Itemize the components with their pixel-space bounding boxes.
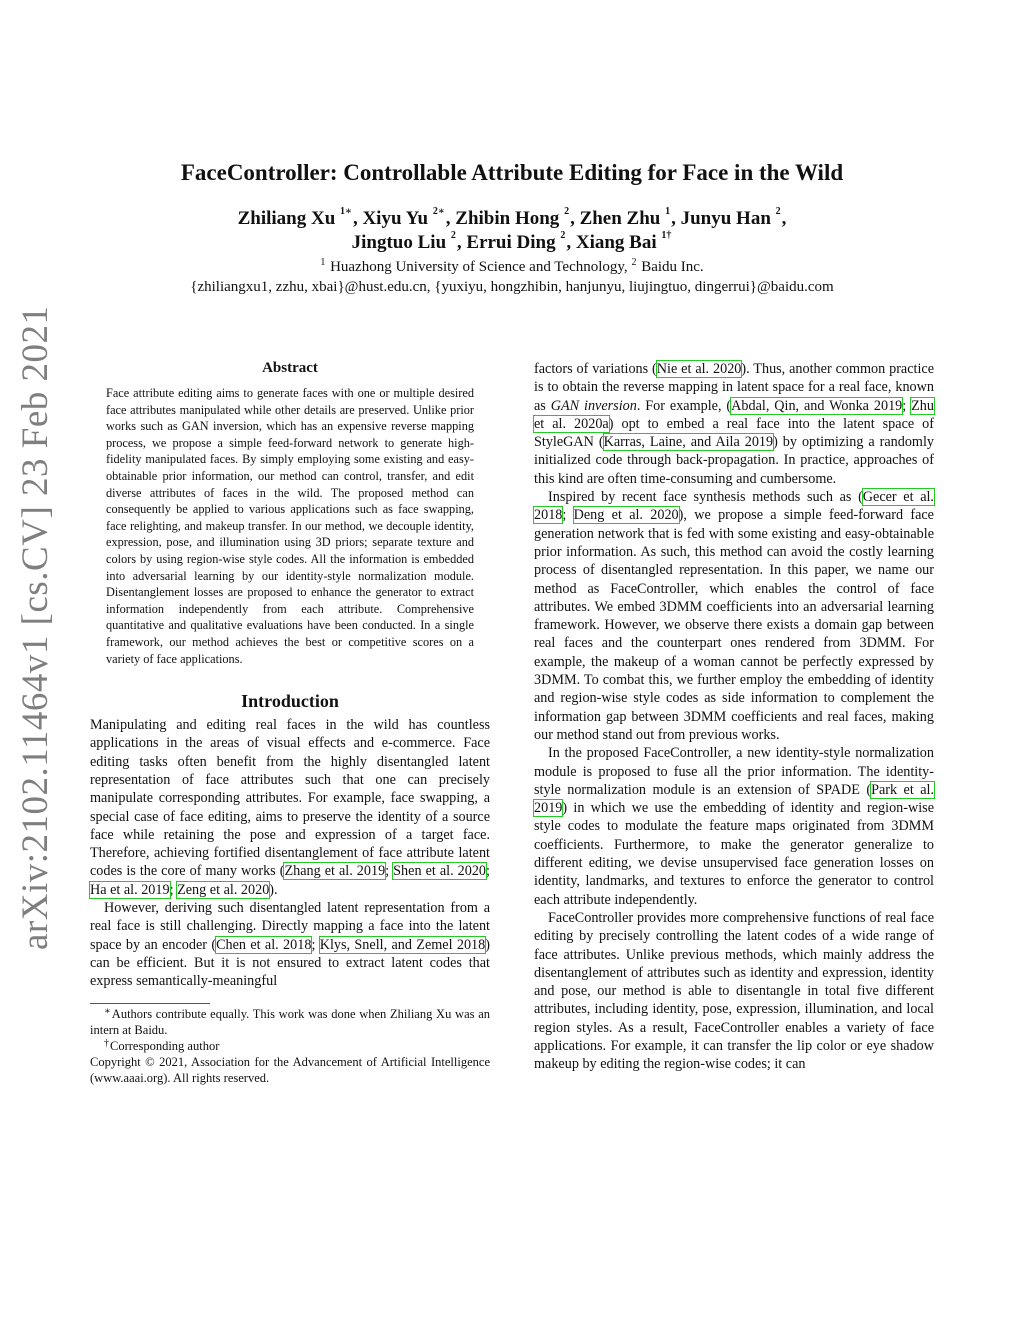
citation-link[interactable]: Chen et al. 2018 — [216, 936, 312, 953]
author: Errui Ding — [466, 232, 556, 253]
authors-line-1: Zhiliang Xu $^{1∗}$, Xiyu Yu $^{2∗}$, Zhibin Hong $^2$, Zhen Zhu $^1$, Junyu Han $^2$, — [237, 206, 787, 229]
copyright-notice: Copyright © 2021, Association for the Advancement of Artificial Intelligence (www.aaai.org). All rights reserved. — [90, 1054, 490, 1085]
citation-link[interactable]: Nie et al. 2020 — [656, 361, 742, 377]
text-run: ) opt to embed a real face into the latent space of StyleGAN ( — [534, 415, 935, 451]
intro-paragraph-1: Manipulating and editing real faces in the wild has countless applications in the areas of visual effects and e-commerce. Face editing tasks often benefit from the highly disentangled latent representation of face attributes such that one can precisely manipulate corresponding attributes. For example, face swapping, a special case of face editing, aims to preserve the identity of a source face while retaining the pose and expression of a target face. Therefore, achieving fortified disentanglement of face attribute latent codes is the core of many works (Zhang et al. 2019; Shen et al. 2020; Ha et al. 2019; Zeng et al. 2020). — [90, 717, 490, 898]
footnote-1 — [90, 1006, 490, 1038]
citation-link[interactable]: Gecer et al. 2018 — [534, 489, 934, 524]
citation-link[interactable]: Abdal, Qin, and Wonka 2019 — [731, 397, 903, 414]
paper-title: FaceController: Controllable Attribute Editing for Face in the Wild — [180, 160, 844, 185]
text-run: . For example, ( — [636, 397, 732, 414]
author: Junyu Han — [680, 208, 771, 229]
author-mark: 1∗ — [340, 206, 352, 217]
author-mark: 2 — [564, 206, 570, 217]
author-mark: 2 — [560, 230, 566, 241]
citation-link[interactable]: Park et al. 2019 — [534, 781, 934, 817]
left-column — [90, 360, 490, 1086]
citation-link[interactable]: Deng et al. 2020 — [573, 507, 679, 524]
authors-line-2: Jingtuo Liu $^2$, Errui Ding $^2$, Xiang Bai $^{1\dagger}$ — [351, 230, 672, 253]
footnote-mark: † — [104, 1037, 109, 1049]
arxiv-stamp: arXiv:2102.11464v1 [cs.CV] 23 Feb 2021 — [15, 305, 56, 950]
text-run: ) can be efficient. But it is not ensured to extract latent codes that express semantically-meaningful — [90, 936, 490, 990]
footnote-text: Authors contribute equally. This work was done when Zhiliang Xu was an intern at Baidu. — [90, 1006, 490, 1037]
affil-2: Baidu Inc. — [641, 259, 704, 275]
citation-link[interactable]: Ha et al. 2019 — [90, 881, 170, 898]
right-paragraph-2: Inspired by recent face synthesis methods such as (Gecer et al. 2018; Deng et al. 2020), we propose a simple feed-forward face generation network that is fed with some existing and easy-obtainable prior information. As such, this method can avoid the costly learning process of disentangled representation. In this paper, we name our method as FaceController, which enables the control of face attributes. We embed 3DMM coefficients into an adversarial learning framework. However, we observe there exists a domain gap between real faces and the counterpart ones rendered from 3DMM. For example, the makeup of a woman cannot be perfectly expressed by 3DMM. To combat this, we further employ the embedding of identity and region-wise style codes as side information to complement the information gap between 3DMM coefficients and real faces, making our method stand out from previous works. — [534, 489, 934, 743]
author-mark: 2 — [775, 206, 781, 217]
footnote-rule — [90, 1003, 210, 1004]
abstract-text: Face attribute editing aims to generate faces with one or multiple desired face attributes manipulated while other details are preserved. Unlike prior works such as GAN inversion, which has an expensive reverse mapping process, we propose a simple feed-forward network to generate high-fidelity manipulated faces. By simply employing some existing and easy-obtainable prior information, our method can control, transfer, and edit diverse attributes of faces in the wild. The proposed method can consequently be applied to various applications such as face swapping, face relighting, and makeup transfer. In our method, we decouple identity, expression, pose, and illumination using 3D priors; separate texture and colors by using region-wise style codes. All the information is embedded into adversarial learning by our identity-style normalization module. Disentanglement losses are proposed to enhance the generator to extract information independently from each attribute. Comprehensive quantitative and qualitative evaluations have been conducted. In a single framework, our method achieves the best or competitive scores on a variety of face applications. — [106, 386, 474, 666]
intro-paragraph-2: However, deriving such disentangled latent representation from a real face is still challenging. Directly mapping a face into the latent space by an encoder (Chen et al. 2018; Klys, Snell, and Zemel 2018) can be efficient. But it is not ensured to extract latent codes that express semantically-meaningful — [90, 900, 490, 990]
text-run: ) in which we use the embedding of identity and region-wise style codes to modulate the feature maps originated from 3DMM coefficients. Furthermore, to make the generator generalize to different editing, we devise unsupervised face generation losses on identity, landmarks, and textures to enforce the generator to control each attribute independently. — [534, 800, 934, 908]
emphasis-term: GAN inversion — [550, 397, 637, 414]
citation-link[interactable]: Zhang et al. 2019 — [284, 863, 386, 880]
citation-link[interactable]: Zhu et al. 2020a — [534, 397, 934, 432]
text-run: ), we propose a simple feed-forward face generation network that is fed with some existing and easy-obtainable prior information. As such, this method can avoid the costly learning process of disentangled representation. In this paper, we name our method as FaceController, which enables the control of face attributes. We embed 3DMM coefficients into an adversarial learning framework. However, we observe there exists a domain gap between real faces and the counterpart ones rendered from 3DMM. For example, the makeup of a woman cannot be perfectly expressed by 3DMM. To combat this, we further employ the embedding of identity and region-wise style codes as side information to complement the information gap between 3DMM coefficients and real faces, making our method stand out from previous works. — [534, 507, 934, 743]
right-paragraph-3 — [534, 744, 934, 909]
author-mark: 2 — [450, 230, 456, 241]
footnotes — [90, 1003, 490, 1086]
affil-mark: 2 — [631, 257, 637, 268]
right-column — [534, 360, 934, 1074]
text-run: ). — [269, 881, 278, 898]
text-run: In the proposed FaceController, a new identity-style normalization module is proposed to fuse all the prior information. The identity-style normalization module is an extension of SPADE ( — [534, 745, 934, 798]
citation-link[interactable]: Zeng et al. 2020 — [177, 881, 270, 898]
text-run: ). Thus, another common practice is to obtain the reverse mapping in latent space for a real face, known as — [534, 361, 935, 414]
affiliations — [0, 259, 1024, 276]
text-run: factors of variations ( — [534, 361, 657, 377]
author: Xiang Bai — [575, 232, 657, 253]
affil-1: Huazhong University of Science and Technology, — [330, 259, 628, 275]
citation-link[interactable]: Karras, Laine, and Aila 2019 — [603, 434, 774, 451]
text-run: Inspired by recent face synthesis methods such as ( — [548, 489, 863, 506]
author: Zhiliang Xu — [237, 208, 336, 229]
author: Xiyu Yu — [362, 208, 429, 229]
author-mark: 2∗ — [432, 206, 445, 217]
citation-link[interactable]: Shen et al. 2020 — [393, 863, 487, 880]
citation-link[interactable]: Klys, Snell, and Zemel 2018 — [319, 936, 486, 953]
affil-mark: 1 — [320, 257, 326, 268]
text-run: ) by optimizing a randomly initialized code through back-propagation. In practice, approaches of this kind are often time-consuming and cumbersome. — [534, 434, 935, 487]
footnote-2 — [90, 1038, 490, 1054]
right-paragraph-1: factors of variations (Nie et al. 2020). Thus, another common practice is to obtain the reverse mapping in latent space for a real face, known as GAN inversion. For example, (Abdal, Qin, and Wonka 2019; Zhu et al. 2020a) opt to embed a real face into the latent space of StyleGAN (Karras, Laine, and Aila 2019) by optimizing a randomly initialized code through back-propagation. In practice, approaches of this kind are often time-consuming and cumbersome. — [534, 361, 935, 487]
text-run: However, deriving such disentangled latent representation from a real face is still challenging. Directly mapping a face into the latent space by an encoder ( — [90, 900, 490, 953]
author: Jingtuo Liu — [351, 232, 447, 253]
text-run: Manipulating and editing real faces in the wild has countless applications in the areas of visual effects and e-commerce. Face editing tasks often benefit from the highly disentangled latent representation of face attributes such that one can precisely manipulate corresponding attributes. For example, face swapping, a special case of face editing, aims to preserve the identity of a source face while retaining the pose and expression of a target face. Therefore, achieving fortified disentanglement of face attribute latent codes is the core of many works ( — [90, 717, 490, 880]
right-paragraph-4: FaceController provides more comprehensive functions of real face editing by precisely controlling the latent codes of a wide range of face attributes. Unlike previous methods, which mainly address the disentanglement of attributes such as identity and expression, identity and pose, our method is able to disentangle in total five different attributes, including identity, pose, expression, illumination, and local region styles. As a result, FaceController enables a variety of face applications. For example, it can transfer the lip color or eye shadow makeup by editing the region-wise codes; it can — [534, 909, 934, 1073]
author: Zhen Zhu — [579, 208, 661, 229]
author: Zhibin Hong — [455, 208, 560, 229]
abstract-heading: Abstract — [262, 360, 318, 376]
introduction-heading: Introduction — [241, 691, 339, 712]
author-mark: 1 — [665, 206, 671, 217]
author-emails: {zhiliangxu1, zzhu, xbai}@hust.edu.cn, {yuxiyu, hongzhibin, hanjunyu, liujingtuo, dingerrui}@baidu.com — [190, 279, 834, 295]
footnote-mark: ∗ — [104, 1005, 111, 1017]
footnote-text: Corresponding author — [110, 1038, 220, 1053]
author-mark: 1† — [661, 230, 672, 241]
